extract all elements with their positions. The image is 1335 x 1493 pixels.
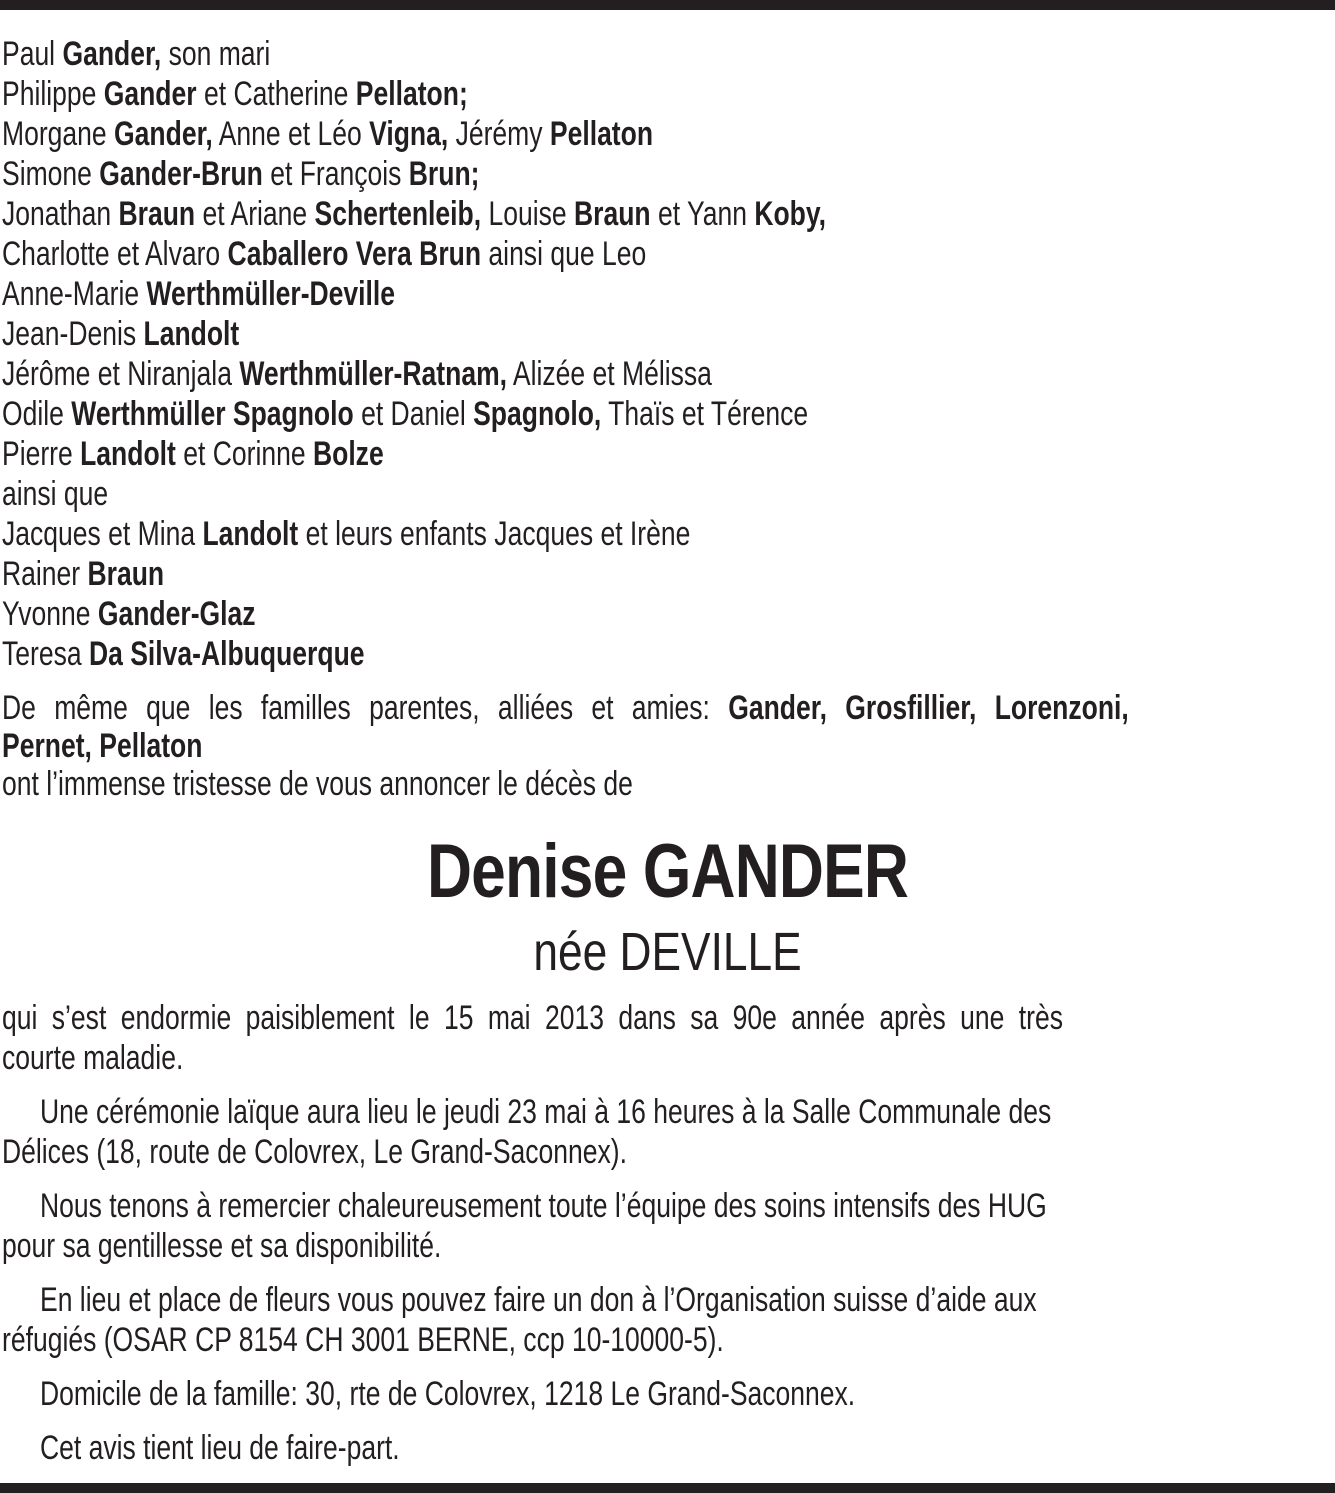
death-line: qui s’est endormie paisiblement le 15 mai 2013 dans sa 90e année après une très xyxy=(2,999,1063,1037)
maiden-name: née DEVILLE xyxy=(533,922,802,982)
donation-line: En lieu et place de fleurs vous pouvez faire un don à l’Organisation suisse d’aide aux xyxy=(40,1281,1037,1319)
ceremony-line: Une cérémonie laïque aura lieu le jeudi 23 mai à 16 heures à la Salle Communale des xyxy=(40,1093,1052,1131)
notice-line: Cet avis tient lieu de faire-part. xyxy=(40,1429,400,1467)
family-line: Jonathan Braun et Ariane Schertenleib, Louise Braun et Yann Koby, xyxy=(2,195,827,233)
family-line: Pierre Landolt et Corinne Bolze xyxy=(2,435,384,473)
top-border-rule xyxy=(0,0,1335,10)
deceased-name: Denise GANDER xyxy=(426,829,909,914)
thanks-line: Nous tenons à remercier chaleureusement toute l’équipe des soins intensifs des HUG xyxy=(40,1187,1047,1225)
family-line: Yvonne Gander-Glaz xyxy=(2,595,256,633)
domicile-line: Domicile de la famille: 30, rte de Colovrex, 1218 Le Grand-Saconnex. xyxy=(40,1375,856,1413)
family-line: ainsi que xyxy=(2,475,109,513)
death-line: courte maladie. xyxy=(2,1039,184,1077)
family-line: Charlotte et Alvaro Caballero Vera Brun ainsi que Leo xyxy=(2,235,647,273)
ceremony-line: Délices (18, route de Colovrex, Le Grand-Saconnex). xyxy=(2,1133,628,1171)
related-families-line: Pernet, Pellaton xyxy=(2,727,203,765)
family-line: Jacques et Mina Landolt et leurs enfants Jacques et Irène xyxy=(2,515,691,553)
announcement-line: ont l’immense tristesse de vous annoncer le décès de xyxy=(2,765,633,803)
family-line: Rainer Braun xyxy=(2,555,165,593)
family-line: Teresa Da Silva-Albuquerque xyxy=(2,635,365,673)
bottom-border-rule xyxy=(0,1483,1335,1493)
family-line: Anne-Marie Werthmüller-Deville xyxy=(2,275,396,313)
family-line: Odile Werthmüller Spagnolo et Daniel Spagnolo, Thaïs et Térence xyxy=(2,395,809,433)
related-families-line: De même que les familles parentes, alliées et amies: Gander, Grosfillier, Lorenzoni, xyxy=(2,689,1129,727)
family-line: Jérôme et Niranjala Werthmüller-Ratnam, Alizée et Mélissa xyxy=(2,355,712,393)
family-line: Simone Gander-Brun et François Brun; xyxy=(2,155,480,193)
family-line: Morgane Gander, Anne et Léo Vigna, Jérémy Pellaton xyxy=(2,115,654,153)
donation-line: réfugiés (OSAR CP 8154 CH 3001 BERNE, ccp 10-10000-5). xyxy=(2,1321,724,1359)
family-line: Paul Gander, son mari xyxy=(2,35,271,73)
thanks-line: pour sa gentillesse et sa disponibilité. xyxy=(2,1227,442,1265)
family-line: Jean-Denis Landolt xyxy=(2,315,240,353)
family-line: Philippe Gander et Catherine Pellaton; xyxy=(2,75,468,113)
